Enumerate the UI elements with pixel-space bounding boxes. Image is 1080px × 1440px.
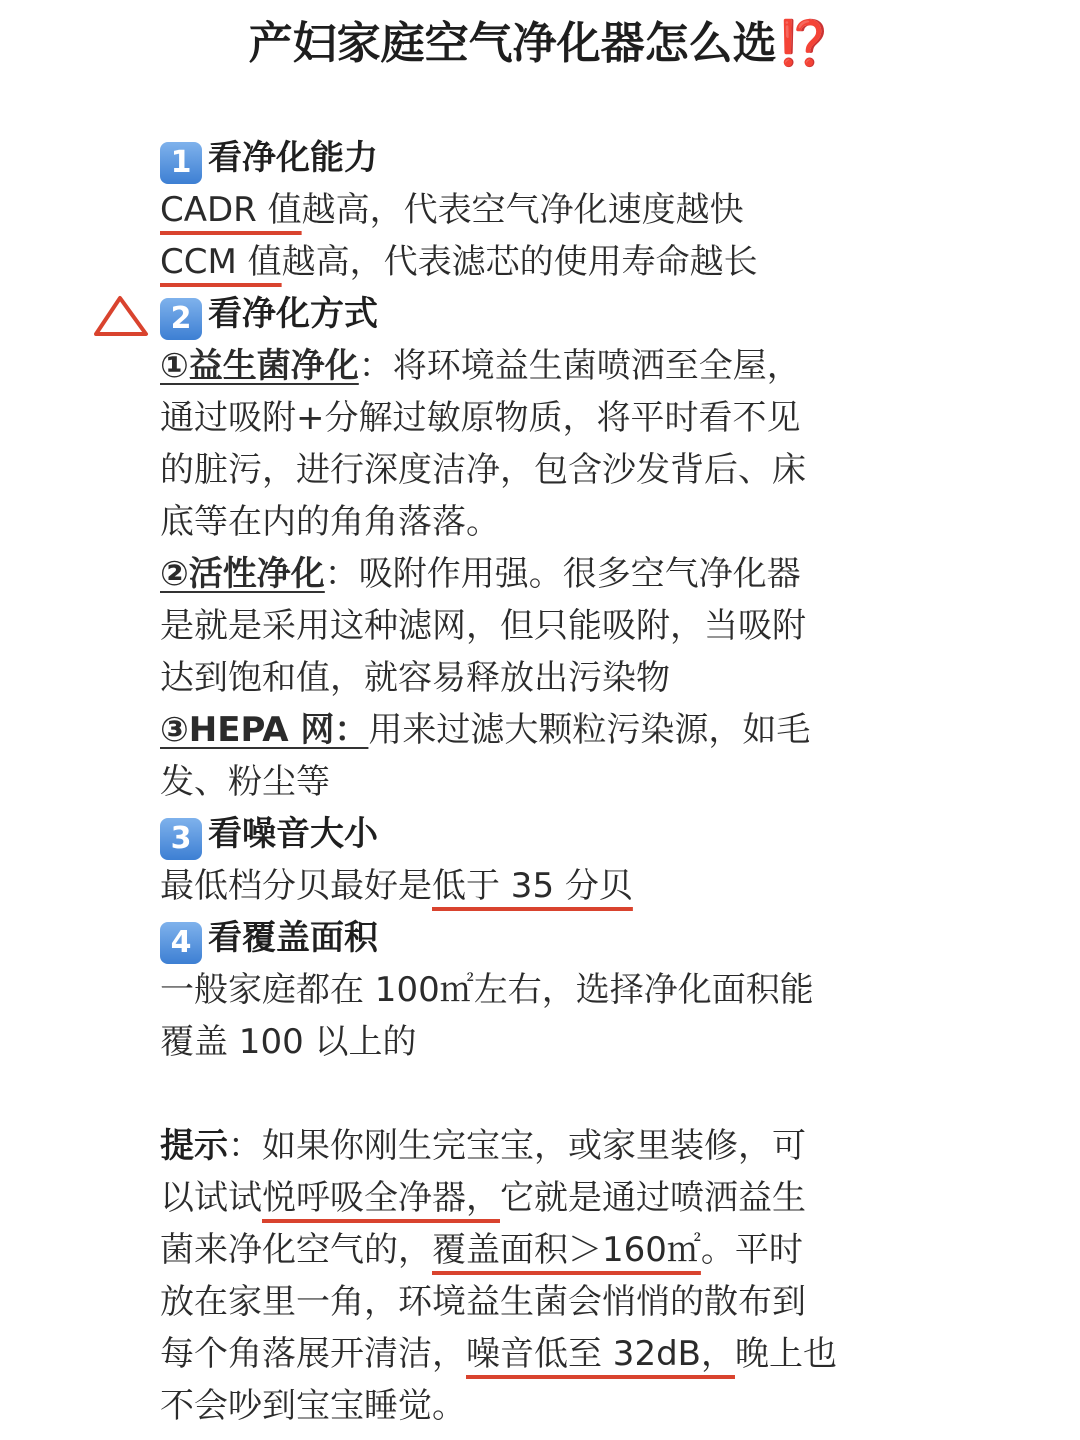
tip-line-3 [160,1224,1040,1276]
probiotic-line-4: 底等在内的角角落落。 [160,502,500,542]
number-1-icon: 1 [160,142,202,184]
section-4-heading [160,912,1040,964]
noise-32db-highlight: 噪音低至 32dB， [466,1334,735,1374]
tip-text-5a: 每个角落展开清洁， [160,1334,466,1374]
activated-text-1: ：吸附作用强。很多空气净化器 [324,554,801,594]
tip-line-2 [160,1172,1040,1224]
tip-text-2a: 以试试 [160,1178,262,1218]
hepa-line-1 [160,704,1040,756]
section-1-line-1 [160,184,1040,236]
section-3-line-1 [160,860,1040,912]
section-2-heading [160,288,1040,340]
probiotic-line-1 [160,340,1040,392]
tip-text-1: ：如果你刚生完宝宝，或家里装修，可 [228,1126,806,1166]
cadr-highlight: CADR 值 [160,190,302,230]
page-title [0,14,1080,74]
article-body [160,132,1040,1432]
section-3-title: 看噪音大小 [208,814,378,854]
number-3-icon: 3 [160,818,202,860]
activated-line-1 [160,548,1040,600]
probiotic-line-2: 通过吸附+分解过敏原物质，将平时看不见 [160,398,801,438]
tip-text-5b: 晚上也 [734,1334,837,1374]
section-1-title: 看净化能力 [208,138,378,178]
probiotic-line-3: 的脏污，进行深度洁净，包含沙发背后、床 [160,450,806,490]
number-4-icon: 4 [160,922,202,964]
tip-text-2b: 它就是通过喷洒益生 [500,1178,806,1218]
section-3-heading [160,808,1040,860]
section-4-line-1: 一般家庭都在 100㎡左右，选择净化面积能 [160,970,814,1010]
hepa-line-2: 发、粉尘等 [160,762,330,802]
ccm-text: 越高，代表滤芯的使用寿命越长 [281,242,758,282]
hepa-label: ③HEPA 网： [160,710,369,750]
tip-line-1 [160,1120,1040,1172]
spacer [160,1068,1040,1120]
activated-label: ②活性净化 [160,554,325,594]
probiotic-text-1: ：将环境益生菌喷洒至全屋， [358,346,801,386]
product-highlight: 悦呼吸全净器， [262,1178,500,1218]
cadr-text: 越高，代表空气净化速度越快 [301,190,744,230]
noise-highlight: 低于 35 分贝 [432,866,633,906]
number-2-icon: 2 [160,298,202,340]
noise-text: 最低档分贝最好是 [160,866,432,906]
probiotic-label: ①益生菌净化 [160,346,359,386]
activated-line-2: 是就是采用这种滤网，但只能吸附，当吸附 [160,606,806,646]
section-4-title: 看覆盖面积 [208,918,378,958]
hepa-text-1: 用来过滤大颗粒污染源，如毛 [368,710,811,750]
section-1-line-2 [160,236,1040,288]
section-4-line-2: 覆盖 100 以上的 [160,1022,417,1062]
coverage-highlight: 覆盖面积＞160㎡ [432,1230,701,1270]
triangle-annotation-icon [92,292,150,340]
section-1-heading [160,132,1040,184]
exclamation-question-icon: ⁉️ [776,18,832,69]
tip-line-6: 不会吵到宝宝睡觉。 [160,1386,466,1426]
tip-line-5 [160,1328,1040,1380]
section-2-title: 看净化方式 [208,294,378,334]
activated-line-3: 达到饱和值，就容易释放出污染物 [160,658,670,698]
ccm-highlight: CCM 值 [160,242,282,282]
tip-text-3b: 。平时 [700,1230,803,1270]
tip-line-4: 放在家里一角，环境益生菌会悄悄的散布到 [160,1282,806,1322]
tip-label: 提示 [160,1126,228,1166]
title-text: 产妇家庭空气净化器怎么选 [248,18,777,69]
tip-text-3a: 菌来净化空气的， [160,1230,432,1270]
